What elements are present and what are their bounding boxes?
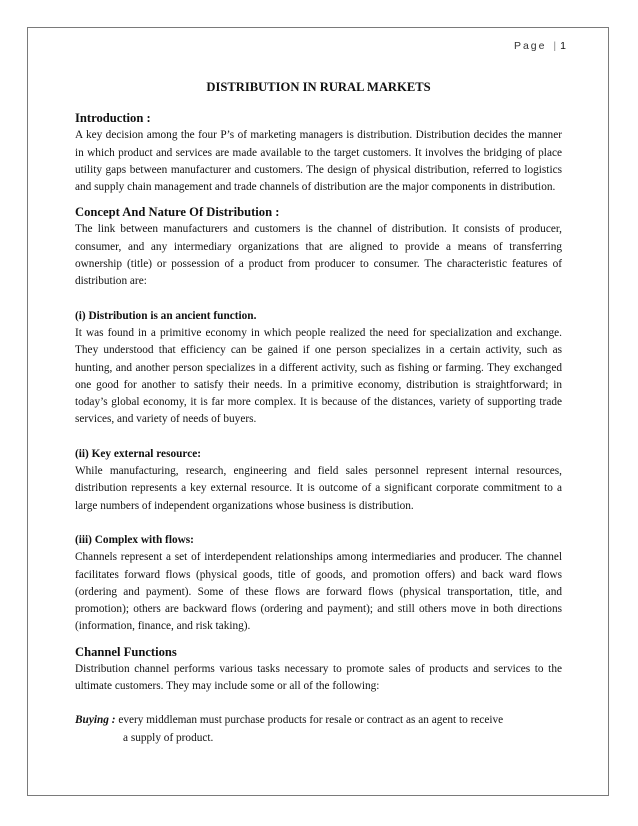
page-label: Page xyxy=(513,40,547,52)
buying-label: Buying : xyxy=(75,714,116,727)
concept-heading: Concept And Nature Of Distribution : xyxy=(75,205,280,220)
feature-heading-3: (iii) Complex with flows: xyxy=(75,533,194,546)
spacer xyxy=(75,291,562,308)
spacer xyxy=(75,196,562,204)
functions-paragraph: Distribution channel performs various tasks necessary to promote sales of products and services to the ultimate customers. They may include some or all of the following: xyxy=(75,662,562,693)
spacer xyxy=(75,636,562,644)
page-separator: | xyxy=(548,40,559,52)
intro-paragraph: A key decision among the four P’s of marketing managers is distribution. Distribution decides the manner in which product and services are made available to the target customers. It involves the bridging of place utility gaps between manufacturer and customers. The design of physical distribution, referred to logistics and supply chain management and trade channels of distribution are the major components in distribution. xyxy=(75,129,562,194)
buying-continuation: a supply of product. xyxy=(123,731,214,744)
functions-heading: Channel Functions xyxy=(75,644,177,659)
feature-heading-1: (i) Distribution is an ancient function. xyxy=(75,309,257,322)
feature-heading-2: (ii) Key external resource: xyxy=(75,447,201,460)
feature-paragraph-1: It was found in a primitive economy in which people realized the need for specialization and exchange. They understood that efficiency can be gained if one person specializes in a certain activity, such as hunting, and another person specializes in a different activity, such as fishing or farming. They exchanged one good for another to satisfy their needs. In a primitive economy, distribution is straightforward; in today’s global economy, it is far more complex. It is because of the distances, variety of supporting trade services, and variety of needs of buyers. xyxy=(75,326,562,426)
document-title: DISTRIBUTION IN RURAL MARKETS xyxy=(206,80,431,94)
spacer xyxy=(75,515,562,532)
page-number: 1 xyxy=(560,40,566,52)
buying-paragraph xyxy=(75,712,562,729)
spacer xyxy=(75,695,562,712)
buying-text: every middleman must purchase products for resale or contract as an agent to receive xyxy=(115,714,504,727)
concept-paragraph: The link between manufacturers and customers is the channel of distribution. It consists of producer, consumer, and any intermediary organizations that are aligned to provide a means of transferring ownership (title) or possession of a product from producer to consumer. The characteristic features of distribution are: xyxy=(75,223,562,288)
feature-paragraph-2: While manufacturing, research, engineering and field sales personnel represent internal resources, distribution represents a key external resource. It is outcome of a significant corporate commitment to a large numbers of independent organizations whose business is distribution. xyxy=(75,465,562,512)
intro-heading: Introduction : xyxy=(75,111,151,126)
page-number-header xyxy=(514,40,566,52)
document-body xyxy=(75,79,562,747)
spacer xyxy=(75,429,562,446)
feature-paragraph-3: Channels represent a set of interdependent relationships among intermediaries and producer. The channel facilitates forward flows (physical goods, title of goods, and promotion offers) and back ward flows (ordering and payment). Some of these flows are forward flows (physical transportation, title, and promotion); others are backward flows (ordering and payment); and still others move in both directions (information, finance, and risk taking). xyxy=(75,551,562,633)
